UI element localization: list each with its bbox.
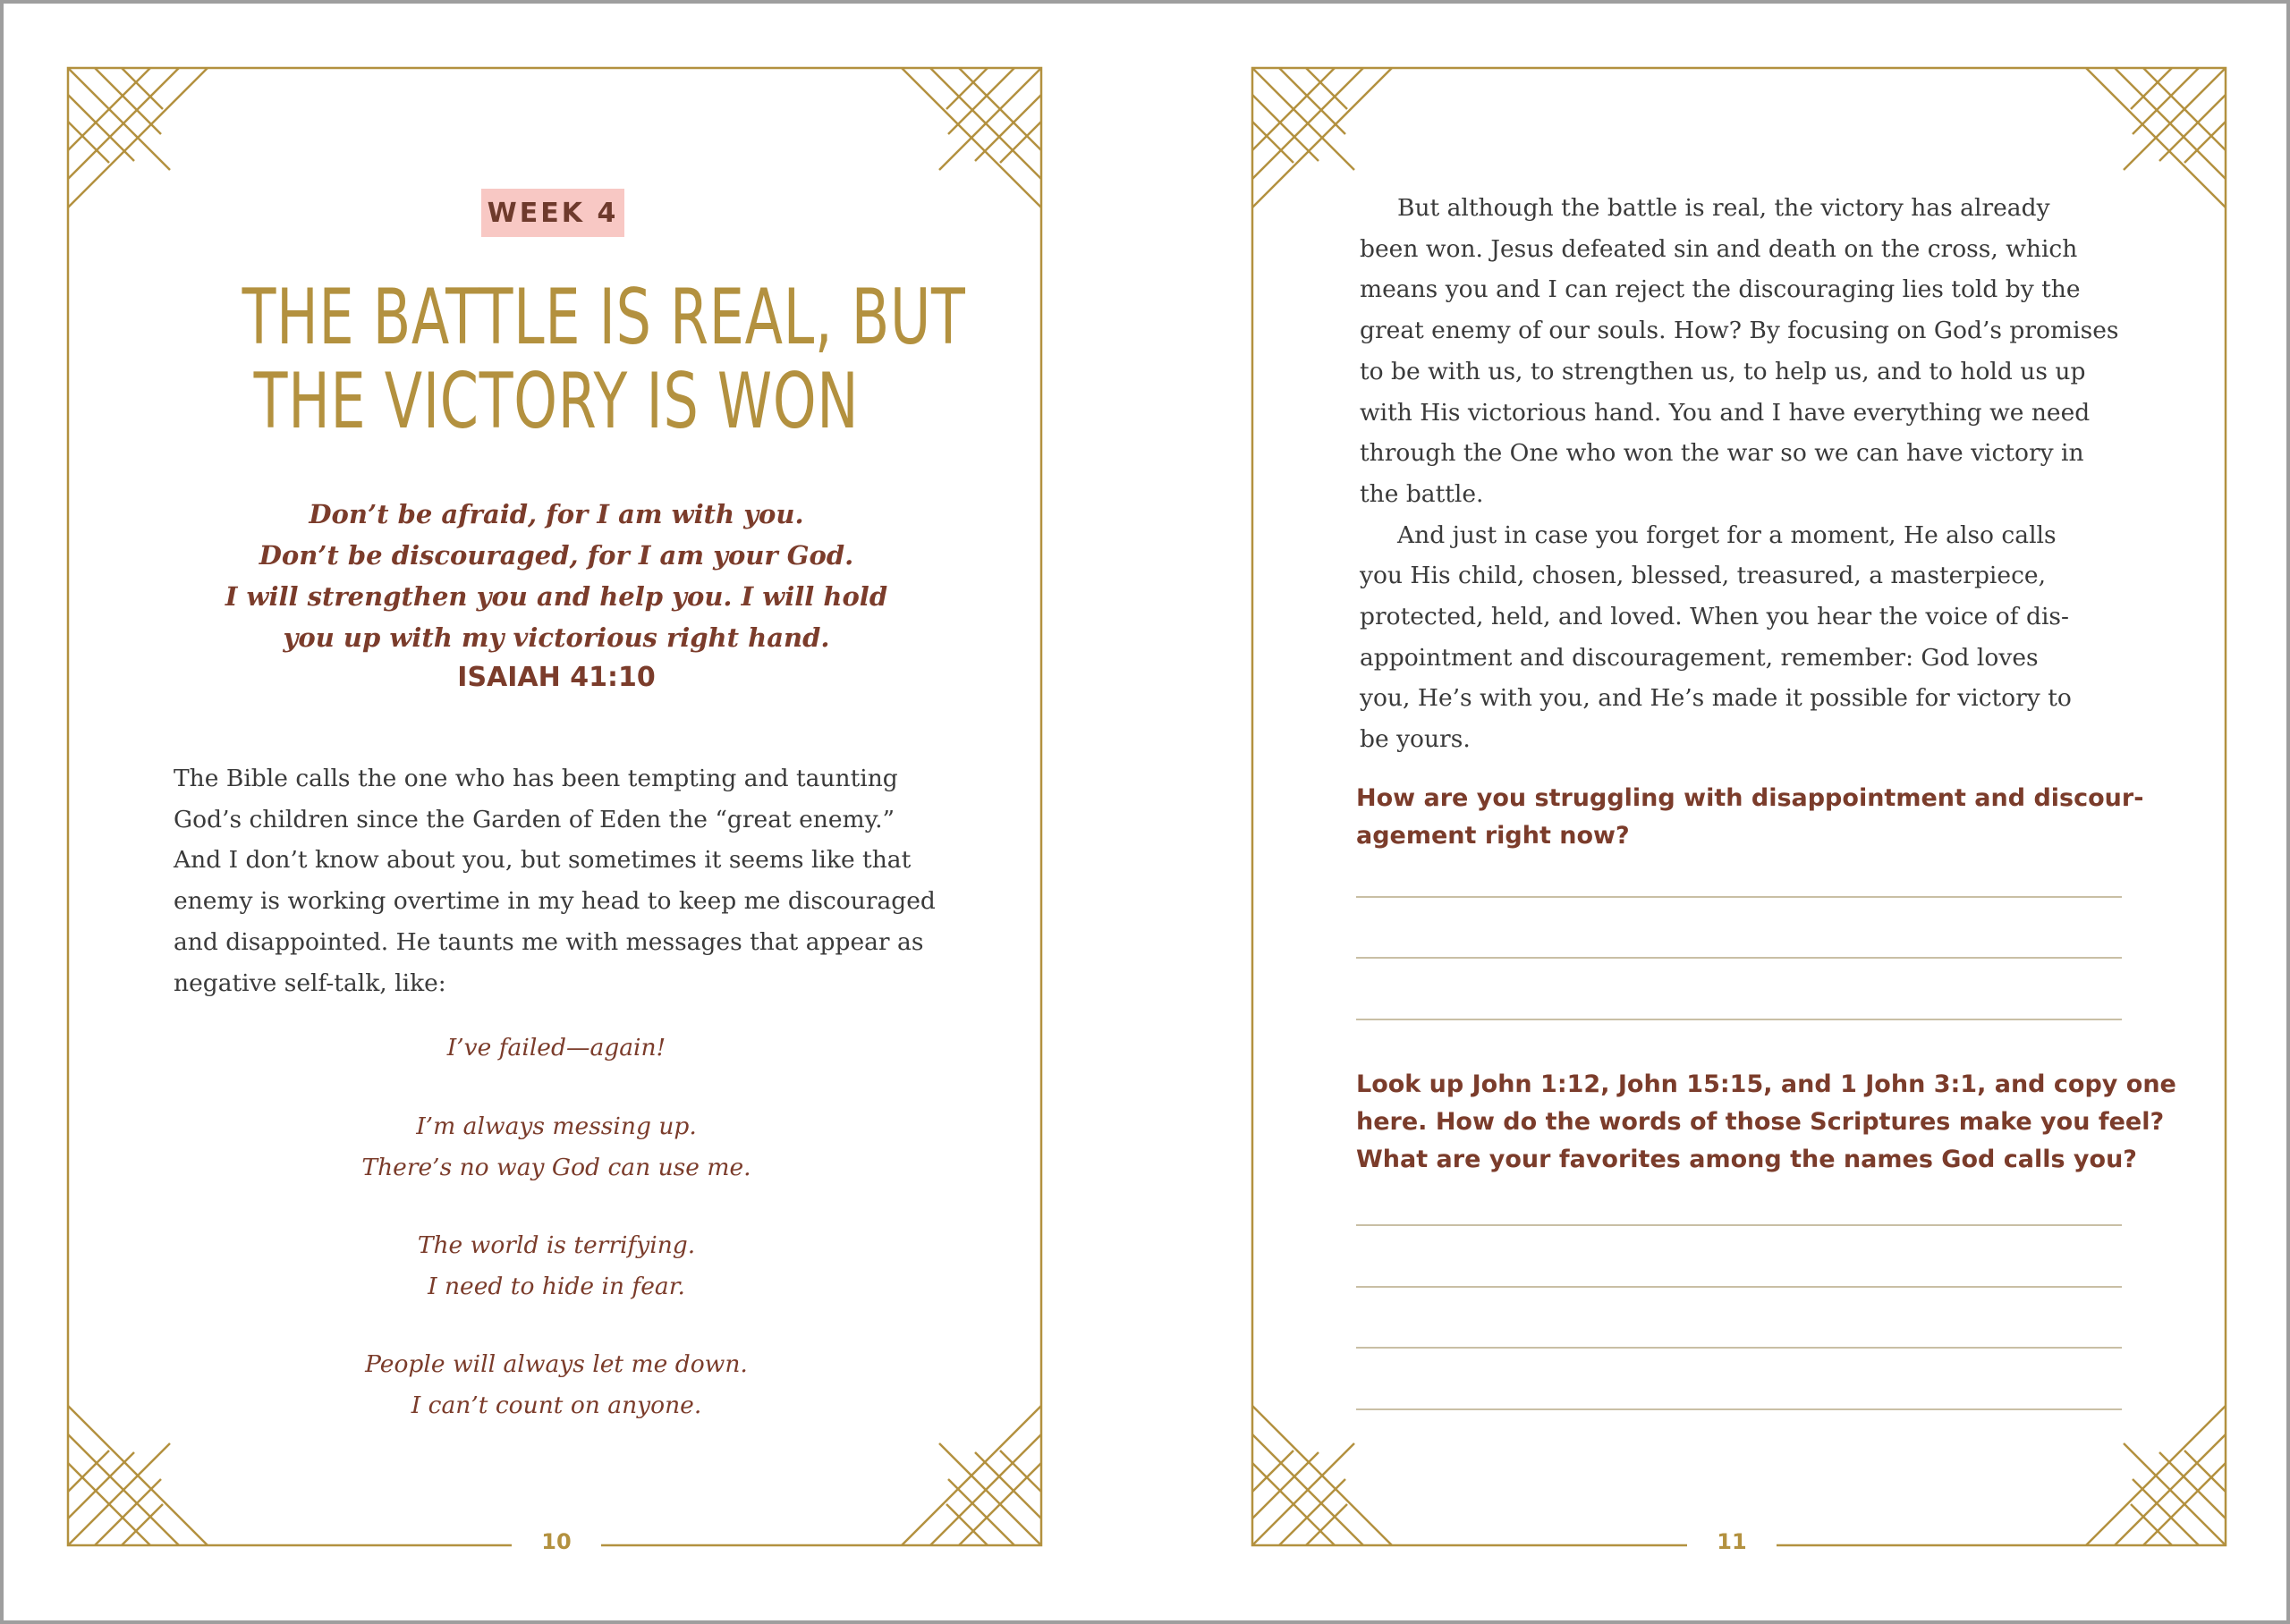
body-paragraph <box>1360 188 2147 760</box>
verse-line: you up with my victorious right hand. <box>283 622 830 653</box>
quote-line: People will always let me down. <box>365 1350 748 1378</box>
answer-line[interactable] <box>1356 896 2122 898</box>
body-line: been won. Jesus defeated sin and death on the cross, which <box>1360 234 2078 263</box>
left-page <box>4 4 1145 1620</box>
scripture-verse <box>165 494 948 658</box>
quote-line: I need to hide in fear. <box>428 1273 685 1300</box>
right-page <box>1145 4 2286 1620</box>
verse-line: Don’t be discouraged, for I am your God. <box>259 540 854 571</box>
verse-line: Don’t be afraid, for I am with you. <box>309 499 804 529</box>
question-line: here. How do the words of those Scriptures make you feel? <box>1356 1108 2165 1136</box>
body-line: to be with us, to strengthen us, to help us, and to hold us up <box>1360 357 2086 385</box>
question-line: What are your favorites among the names God calls you? <box>1356 1146 2137 1173</box>
body-line: But although the battle is real, the victory has already <box>1397 194 2050 222</box>
answer-line[interactable] <box>1356 1408 2122 1410</box>
body-line: be yours. <box>1360 725 1471 754</box>
body-line: And I don’t know about you, but sometimes it seems like that <box>174 846 912 875</box>
body-line: God’s children since the Garden of Eden the “great enemy.” <box>174 805 895 833</box>
body-line: protected, held, and loved. When you hear the voice of dis- <box>1360 603 2069 631</box>
body-line: great enemy of our souls. How? By focusing on God’s promises <box>1360 317 2119 345</box>
book-spread <box>4 4 2286 1620</box>
quote-line: There’s no way God can use me. <box>361 1154 751 1181</box>
quote-line: I can’t count on anyone. <box>411 1391 702 1419</box>
body-line: The Bible calls the one who has been tempting and taunting <box>174 765 898 792</box>
page-number: 11 <box>1687 1529 1777 1554</box>
body-line: enemy is working overtime in my head to keep me discouraged <box>174 887 936 916</box>
title-line: THE BATTLE IS REAL, BUT <box>242 273 966 362</box>
self-talk-quote <box>165 1225 948 1307</box>
self-talk-quote <box>165 1028 948 1069</box>
journal-question <box>1356 780 2143 855</box>
body-line: through the One who won the war so we can have victory in <box>1360 439 2084 468</box>
answer-line[interactable] <box>1356 1224 2122 1226</box>
quote-line: I’m always messing up. <box>416 1112 697 1140</box>
self-talk-quote <box>165 1106 948 1188</box>
body-line: you His child, chosen, blessed, treasured, a masterpiece, <box>1360 562 2047 590</box>
self-talk-quote <box>165 1344 948 1426</box>
body-line: negative self-talk, like: <box>174 968 446 997</box>
question-line: agement right now? <box>1356 822 1630 850</box>
page-number: 10 <box>512 1529 601 1554</box>
body-line: And just in case you forget for a moment, He also calls <box>1397 520 2057 549</box>
body-line: the battle. <box>1360 479 1484 508</box>
chapter-title <box>242 273 966 446</box>
body-line: appointment and discouragement, remember: God loves <box>1360 643 2039 672</box>
body-line: with His victorious hand. You and I have everything we need <box>1360 398 2091 427</box>
body-paragraph <box>174 758 961 1003</box>
answer-line[interactable] <box>1356 1286 2122 1288</box>
verse-line: I will strengthen you and help you. I will hold <box>225 581 888 612</box>
body-line: you, He’s with you, and He’s made it possible for victory to <box>1360 684 2072 713</box>
answer-line[interactable] <box>1356 957 2122 959</box>
question-line: Look up John 1:12, John 15:15, and 1 John 3:1, and copy one <box>1356 1070 2176 1098</box>
week-badge: WEEK 4 <box>481 189 624 237</box>
title-line: THE VICTORY IS WON <box>253 357 860 446</box>
answer-line[interactable] <box>1356 1019 2122 1020</box>
body-line: and disappointed. He taunts me with messages that appear as <box>174 927 924 956</box>
answer-line[interactable] <box>1356 1347 2122 1349</box>
quote-line: I’ve failed—again! <box>446 1034 666 1062</box>
verse-reference: ISAIAH 41:10 <box>457 662 656 693</box>
journal-question <box>1356 1066 2176 1179</box>
quote-line: The world is terrifying. <box>417 1231 696 1259</box>
body-line: means you and I can reject the discouraging lies told by the <box>1360 275 2081 304</box>
question-line: How are you struggling with disappointment and discour- <box>1356 784 2144 812</box>
